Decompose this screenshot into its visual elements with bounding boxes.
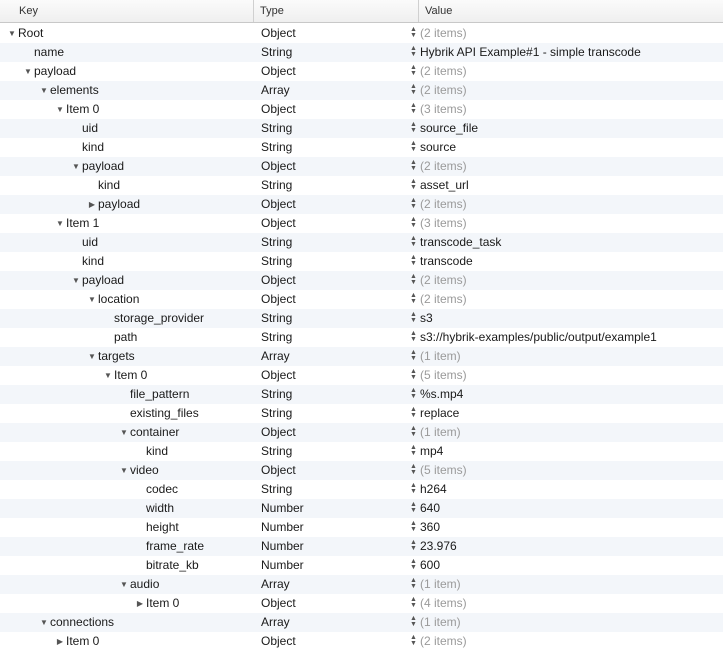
key-cell[interactable] (38, 613, 114, 632)
value-text: (2 items) (420, 273, 467, 287)
stepper-icon[interactable]: ▲ ▼ (410, 463, 417, 476)
key-label: container (130, 425, 180, 439)
value-text: source_file (420, 121, 479, 135)
table-row[interactable] (0, 537, 723, 556)
key-cell[interactable] (54, 214, 99, 233)
stepper-icon[interactable]: ▲ ▼ (410, 102, 417, 115)
value-text: mp4 (420, 444, 444, 458)
disclosure-collapsed-icon[interactable]: ▶ (56, 637, 64, 646)
type-cell[interactable]: Array (261, 349, 290, 363)
key-column-header[interactable]: Key (19, 5, 38, 17)
type-cell[interactable]: Object (261, 596, 296, 610)
type-cell[interactable]: Number (261, 520, 304, 534)
stepper-icon[interactable]: ▲ ▼ (410, 121, 417, 134)
key-cell[interactable] (134, 480, 178, 499)
type-cell[interactable]: Object (261, 634, 296, 648)
table-row[interactable] (0, 518, 723, 537)
value-cell[interactable] (409, 43, 641, 62)
key-cell[interactable] (6, 24, 43, 43)
key-cell[interactable] (102, 309, 204, 328)
type-cell[interactable]: String (261, 140, 293, 154)
key-label: kind (82, 140, 105, 154)
key-cell[interactable] (134, 499, 174, 518)
key-label: name (34, 45, 65, 59)
stepper-icon[interactable]: ▲ ▼ (410, 26, 417, 39)
value-cell[interactable] (409, 613, 461, 632)
value-cell[interactable] (409, 537, 457, 556)
stepper-icon[interactable]: ▲ ▼ (410, 45, 417, 58)
key-cell[interactable] (54, 100, 99, 119)
value-text: 640 (420, 501, 441, 515)
table-row[interactable] (0, 100, 723, 119)
value-cell[interactable] (409, 309, 433, 328)
value-cell[interactable] (409, 214, 467, 233)
table-row[interactable] (0, 480, 723, 499)
disclosure-expanded-icon[interactable]: ▼ (104, 371, 112, 380)
stepper-icon[interactable]: ▲ ▼ (410, 596, 417, 609)
key-label: Item 0 (114, 368, 148, 382)
value-text: (3 items) (420, 102, 467, 116)
type-cell[interactable]: Array (261, 577, 290, 591)
disclosure-expanded-icon[interactable]: ▼ (120, 428, 128, 437)
value-text: replace (420, 406, 460, 420)
key-label: Item 0 (66, 102, 100, 116)
disclosure-expanded-icon[interactable]: ▼ (88, 295, 96, 304)
table-row[interactable] (0, 176, 723, 195)
stepper-icon[interactable]: ▲ ▼ (410, 273, 417, 286)
disclosure-collapsed-icon[interactable]: ▶ (88, 200, 96, 209)
table-row[interactable] (0, 385, 723, 404)
table-row[interactable] (0, 233, 723, 252)
stepper-icon[interactable]: ▲ ▼ (410, 254, 417, 267)
value-text: (5 items) (420, 463, 467, 477)
type-cell[interactable]: String (261, 235, 293, 249)
value-cell[interactable] (409, 81, 467, 100)
table-row[interactable] (0, 271, 723, 290)
key-label: bitrate_kb (146, 558, 199, 572)
table-row[interactable] (0, 594, 723, 613)
stepper-icon[interactable]: ▲ ▼ (410, 406, 417, 419)
stepper-icon[interactable]: ▲ ▼ (410, 83, 417, 96)
value-text: asset_url (420, 178, 469, 192)
type-column-header[interactable]: Type (253, 0, 418, 22)
type-cell[interactable]: String (261, 45, 293, 59)
stepper-icon[interactable]: ▲ ▼ (410, 159, 417, 172)
value-cell[interactable] (409, 556, 440, 575)
value-cell[interactable] (409, 575, 461, 594)
value-text: (2 items) (420, 26, 467, 40)
value-text: s3 (420, 311, 433, 325)
value-text: 600 (420, 558, 441, 572)
key-label: payload (98, 197, 141, 211)
key-cell[interactable] (118, 575, 159, 594)
key-cell[interactable] (118, 404, 199, 423)
table-row[interactable] (0, 252, 723, 271)
type-cell[interactable]: String (261, 330, 293, 344)
stepper-icon[interactable]: ▲ ▼ (410, 140, 417, 153)
stepper-icon[interactable]: ▲ ▼ (410, 368, 417, 381)
key-cell[interactable] (134, 537, 204, 556)
key-label: location (98, 292, 140, 306)
value-cell[interactable] (409, 366, 467, 385)
value-text: (2 items) (420, 292, 467, 306)
value-cell[interactable] (409, 328, 657, 347)
type-cell[interactable]: Object (261, 159, 296, 173)
value-cell[interactable] (409, 290, 467, 309)
key-cell[interactable] (134, 442, 168, 461)
key-label: Item 1 (66, 216, 100, 230)
value-cell[interactable] (409, 24, 467, 43)
value-text: (2 items) (420, 634, 467, 648)
table-row[interactable] (0, 195, 723, 214)
value-text: (1 item) (420, 425, 461, 439)
value-cell[interactable] (409, 138, 456, 157)
table-row[interactable] (0, 62, 723, 81)
type-cell[interactable]: String (261, 387, 293, 401)
value-cell[interactable] (409, 100, 467, 119)
key-cell[interactable] (134, 518, 179, 537)
key-label: height (146, 520, 179, 534)
value-cell[interactable] (409, 404, 459, 423)
table-row[interactable] (0, 138, 723, 157)
stepper-icon[interactable]: ▲ ▼ (410, 64, 417, 77)
type-cell[interactable]: Array (261, 83, 290, 97)
value-cell[interactable] (409, 271, 467, 290)
value-cell[interactable] (409, 62, 467, 81)
disclosure-expanded-icon[interactable]: ▼ (40, 86, 48, 95)
type-cell[interactable]: String (261, 311, 293, 325)
column-header-bar (0, 0, 723, 23)
type-cell[interactable]: Object (261, 292, 296, 306)
value-text: transcode_task (420, 235, 502, 249)
type-cell[interactable]: Object (261, 368, 296, 382)
stepper-icon[interactable]: ▲ ▼ (410, 577, 417, 590)
disclosure-expanded-icon[interactable]: ▼ (40, 618, 48, 627)
value-text: %s.mp4 (420, 387, 464, 401)
value-text: (3 items) (420, 216, 467, 230)
stepper-icon[interactable]: ▲ ▼ (410, 387, 417, 400)
table-row[interactable] (0, 214, 723, 233)
value-cell[interactable] (409, 480, 447, 499)
stepper-icon[interactable]: ▲ ▼ (410, 216, 417, 229)
table-body (0, 24, 723, 651)
key-label: width (146, 501, 175, 515)
value-text: source (420, 140, 457, 154)
table-row[interactable] (0, 157, 723, 176)
value-cell[interactable] (409, 195, 467, 214)
key-label: connections (50, 615, 115, 629)
key-cell[interactable] (118, 385, 189, 404)
key-label: Item 0 (66, 634, 100, 648)
stepper-icon[interactable]: ▲ ▼ (410, 520, 417, 533)
stepper-icon[interactable]: ▲ ▼ (410, 292, 417, 305)
value-text: (1 item) (420, 349, 461, 363)
key-cell[interactable] (22, 43, 64, 62)
value-cell[interactable] (409, 347, 461, 366)
value-text: (1 item) (420, 615, 461, 629)
value-cell[interactable] (409, 119, 478, 138)
type-cell[interactable]: Array (261, 615, 290, 629)
key-label: existing_files (130, 406, 199, 420)
value-text: (2 items) (420, 83, 467, 97)
key-cell[interactable] (70, 252, 104, 271)
key-label: payload (82, 159, 125, 173)
key-label: Root (18, 26, 44, 40)
key-cell[interactable] (86, 195, 140, 214)
key-cell[interactable] (118, 461, 159, 480)
table-row[interactable] (0, 43, 723, 62)
key-label: frame_rate (146, 539, 205, 553)
key-label: kind (98, 178, 121, 192)
table-row[interactable] (0, 442, 723, 461)
stepper-icon[interactable]: ▲ ▼ (410, 197, 417, 210)
disclosure-expanded-icon[interactable]: ▼ (72, 276, 80, 285)
value-cell[interactable] (409, 499, 440, 518)
stepper-icon[interactable]: ▲ ▼ (410, 634, 417, 647)
key-label: payload (34, 64, 77, 78)
key-cell[interactable] (70, 157, 124, 176)
key-cell[interactable] (86, 176, 120, 195)
disclosure-expanded-icon[interactable]: ▼ (120, 580, 128, 589)
key-label: video (130, 463, 159, 477)
table-row[interactable] (0, 119, 723, 138)
type-cell[interactable]: Object (261, 197, 296, 211)
stepper-icon[interactable]: ▲ ▼ (410, 235, 417, 248)
disclosure-expanded-icon[interactable]: ▼ (56, 105, 64, 114)
value-text: h264 (420, 482, 447, 496)
stepper-icon[interactable]: ▲ ▼ (410, 178, 417, 191)
table-row[interactable] (0, 366, 723, 385)
value-column-header[interactable]: Value (418, 0, 723, 22)
type-cell[interactable]: String (261, 254, 293, 268)
value-cell[interactable] (409, 461, 467, 480)
type-cell[interactable]: String (261, 444, 293, 458)
key-cell[interactable] (102, 328, 137, 347)
table-row[interactable] (0, 575, 723, 594)
key-label: Item 0 (146, 596, 180, 610)
value-text: (2 items) (420, 159, 467, 173)
value-text: 360 (420, 520, 441, 534)
key-cell[interactable] (102, 366, 147, 385)
table-row[interactable] (0, 404, 723, 423)
key-cell[interactable] (70, 138, 104, 157)
table-row[interactable] (0, 290, 723, 309)
type-cell[interactable]: Object (261, 26, 296, 40)
table-row[interactable] (0, 423, 723, 442)
table-row[interactable] (0, 81, 723, 100)
disclosure-expanded-icon[interactable]: ▼ (8, 29, 16, 38)
type-cell[interactable]: String (261, 178, 293, 192)
value-cell[interactable] (409, 423, 461, 442)
key-cell[interactable] (54, 632, 99, 651)
key-label: uid (82, 235, 99, 249)
table-row[interactable] (0, 309, 723, 328)
value-text: (2 items) (420, 64, 467, 78)
key-label: elements (50, 83, 99, 97)
key-cell[interactable] (22, 62, 76, 81)
key-label: path (114, 330, 138, 344)
key-cell[interactable] (70, 233, 98, 252)
disclosure-expanded-icon[interactable]: ▼ (56, 219, 64, 228)
value-text: transcode (420, 254, 473, 268)
table-row[interactable] (0, 328, 723, 347)
key-cell[interactable] (118, 423, 179, 442)
key-cell[interactable] (86, 290, 139, 309)
stepper-icon[interactable]: ▲ ▼ (410, 501, 417, 514)
value-cell[interactable] (409, 233, 501, 252)
table-row[interactable] (0, 499, 723, 518)
table-row[interactable] (0, 556, 723, 575)
type-cell[interactable]: Number (261, 558, 304, 572)
stepper-icon[interactable]: ▲ ▼ (410, 444, 417, 457)
key-label: audio (130, 577, 160, 591)
table-row[interactable] (0, 613, 723, 632)
stepper-icon[interactable]: ▲ ▼ (410, 482, 417, 495)
value-cell[interactable] (409, 442, 443, 461)
stepper-icon[interactable]: ▲ ▼ (410, 349, 417, 362)
type-cell[interactable]: String (261, 482, 293, 496)
disclosure-expanded-icon[interactable]: ▼ (72, 162, 80, 171)
key-label: kind (82, 254, 105, 268)
table-row[interactable] (0, 24, 723, 43)
key-label: storage_provider (114, 311, 205, 325)
stepper-icon[interactable]: ▲ ▼ (410, 615, 417, 628)
key-label: uid (82, 121, 99, 135)
value-cell[interactable] (409, 252, 473, 271)
type-cell[interactable]: Object (261, 425, 296, 439)
type-cell[interactable]: Object (261, 273, 296, 287)
stepper-icon[interactable]: ▲ ▼ (410, 425, 417, 438)
disclosure-expanded-icon[interactable]: ▼ (120, 466, 128, 475)
key-label: file_pattern (130, 387, 190, 401)
type-cell[interactable]: Object (261, 463, 296, 477)
type-cell[interactable]: String (261, 121, 293, 135)
value-cell[interactable] (409, 176, 469, 195)
type-cell[interactable]: String (261, 406, 293, 420)
value-text: (2 items) (420, 197, 467, 211)
stepper-icon[interactable]: ▲ ▼ (410, 558, 417, 571)
value-cell[interactable] (409, 594, 467, 613)
disclosure-expanded-icon[interactable]: ▼ (24, 67, 32, 76)
stepper-icon[interactable]: ▲ ▼ (410, 311, 417, 324)
type-cell[interactable]: Number (261, 501, 304, 515)
value-cell[interactable] (409, 157, 467, 176)
table-row[interactable] (0, 347, 723, 366)
value-cell[interactable] (409, 632, 467, 651)
value-text: (4 items) (420, 596, 467, 610)
key-label: payload (82, 273, 125, 287)
value-text: (5 items) (420, 368, 467, 382)
stepper-icon[interactable]: ▲ ▼ (410, 539, 417, 552)
key-cell[interactable] (38, 81, 99, 100)
value-text: Hybrik API Example#1 - simple transcode (420, 45, 641, 59)
value-text: (1 item) (420, 577, 461, 591)
type-cell[interactable]: Object (261, 64, 296, 78)
key-cell[interactable] (134, 594, 179, 613)
value-text: 23.976 (420, 539, 457, 553)
disclosure-collapsed-icon[interactable]: ▶ (136, 599, 144, 608)
value-text: s3://hybrik-examples/public/output/example1 (420, 330, 657, 344)
stepper-icon[interactable]: ▲ ▼ (410, 330, 417, 343)
type-cell[interactable]: Number (261, 539, 304, 553)
key-cell[interactable] (70, 271, 124, 290)
value-cell[interactable] (409, 518, 440, 537)
key-label: kind (146, 444, 169, 458)
type-cell[interactable]: Object (261, 216, 296, 230)
key-label: codec (146, 482, 179, 496)
disclosure-expanded-icon[interactable]: ▼ (88, 352, 96, 361)
key-cell[interactable] (70, 119, 98, 138)
value-cell[interactable] (409, 385, 463, 404)
key-cell[interactable] (86, 347, 135, 366)
key-label: targets (98, 349, 135, 363)
table-row[interactable] (0, 461, 723, 480)
key-cell[interactable] (134, 556, 199, 575)
table-row[interactable] (0, 632, 723, 651)
type-cell[interactable]: Object (261, 102, 296, 116)
